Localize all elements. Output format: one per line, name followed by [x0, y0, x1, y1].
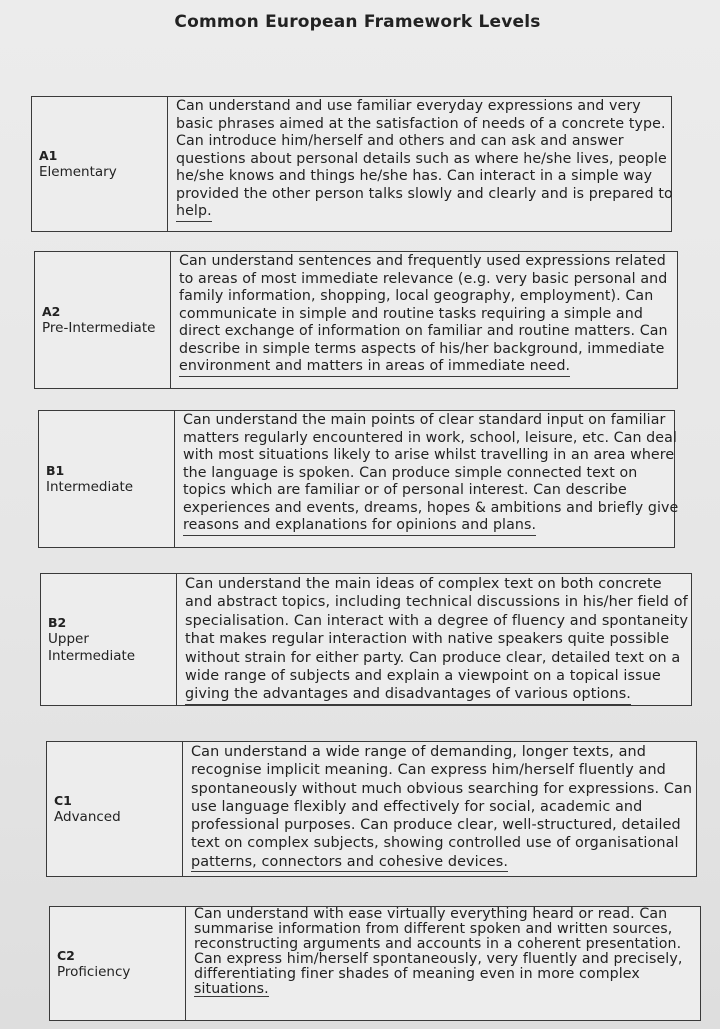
description-line: help. — [176, 203, 212, 222]
description-line: professional purposes. Can produce clear, well-structured, detailed — [191, 817, 681, 834]
description-line: giving the advantages and disadvantages of various options. — [185, 685, 631, 704]
description-line: differentiating finer shades of meaning even in more complex — [194, 965, 640, 982]
description-line: spontaneously without much obvious searching for expressions. Can — [191, 780, 693, 797]
description-line: that makes regular interaction with native speakers quite possible — [185, 631, 670, 648]
description-line: without strain for either party. Can produce clear, detailed text on a — [185, 649, 681, 666]
level-name: Proficiency — [57, 963, 131, 980]
level-table-b2 — [40, 573, 692, 706]
level-name: Intermediate — [46, 479, 134, 495]
level-code: C1 — [54, 793, 72, 808]
level-name: Pre-Intermediate — [42, 320, 156, 336]
level-table-b1 — [38, 410, 679, 548]
description-line: matters regularly encountered in work, school, leisure, etc. Can deal — [183, 429, 677, 446]
description-line: Can understand the main points of clear standard input on familiar — [183, 412, 666, 428]
level-label-cell — [47, 742, 183, 876]
description-line: questions about personal details such as where he/she lives, people — [176, 150, 667, 167]
description-line: with most situations likely to arise whilst travelling in an area where — [183, 447, 675, 463]
description-line: to areas of most immediate relevance (e.g. very basic personal and — [179, 270, 668, 287]
page-title: Common European Framework Levels — [174, 12, 541, 32]
level-label-cell — [32, 97, 168, 231]
level-description-cell — [177, 574, 692, 705]
level-code: C2 — [57, 947, 75, 963]
level-name: Upper — [48, 631, 89, 647]
description-line: family information, shopping, local geography, employment). Can — [179, 288, 654, 304]
description-line: provided the other person talks slowly and clearly and is prepared to — [176, 185, 673, 202]
description-line: recognise implicit meaning. Can express him/herself fluently and — [191, 762, 666, 779]
level-code: B1 — [46, 463, 65, 478]
level-table-c2 — [49, 906, 701, 1021]
level-label-cell — [50, 907, 186, 1020]
level-name: Intermediate — [48, 648, 136, 664]
level-label-cell — [39, 411, 175, 547]
level-description-cell — [183, 742, 696, 876]
level-label-cell — [35, 252, 171, 388]
level-code: A2 — [42, 304, 61, 319]
level-name: Elementary — [39, 164, 117, 180]
description-line: patterns, connectors and cohesive devices. — [191, 853, 508, 872]
description-line: experiences and events, dreams, hopes & ambitions and briefly give — [183, 499, 679, 516]
level-table-a2 — [34, 251, 678, 389]
description-line: wide range of subjects and explain a viewpoint on a topical issue — [185, 668, 661, 685]
level-label-cell — [41, 574, 177, 705]
level-description-cell — [186, 907, 700, 1020]
level-description-cell — [175, 411, 682, 547]
description-line: Can understand the main ideas of complex text on both concrete — [185, 576, 662, 592]
description-line: Can understand sentences and frequently used expressions related — [179, 253, 666, 269]
description-line: environment and matters in areas of immediate need. — [179, 358, 570, 377]
description-line: and abstract topics, including technical discussions in his/her field of — [185, 594, 688, 611]
description-line: Can express him/herself spontaneously, very fluently and precisely, — [194, 950, 683, 967]
level-name: Advanced — [54, 809, 121, 825]
description-line: text on complex subjects, showing controlled use of organisational — [191, 835, 679, 852]
description-line: he/she knows and things he/she has. Can interact in a simple way — [176, 168, 653, 184]
description-line: Can introduce him/herself and others and can ask and answer — [176, 133, 624, 149]
description-line: communicate in simple and routine tasks requiring a simple and — [179, 305, 643, 322]
description-line: basic phrases aimed at the satisfaction of needs of a concrete type. — [176, 115, 666, 132]
description-line: Can understand and use familiar everyday expressions and very — [176, 98, 641, 114]
description-line: direct exchange of information on familiar and routine matters. Can — [179, 323, 668, 339]
level-description-cell — [171, 252, 677, 388]
description-line: reasons and explanations for opinions and plans. — [183, 517, 536, 536]
description-line: the language is spoken. Can produce simple connected text on — [183, 464, 638, 481]
level-code: B2 — [48, 615, 67, 630]
description-line: specialisation. Can interact with a degree of fluency and spontaneity — [185, 612, 689, 629]
description-line: use language flexibly and effectively for social, academic and — [191, 798, 643, 815]
description-line: Can understand with ease virtually everything heard or read. Can — [194, 906, 668, 922]
description-line: Can understand a wide range of demanding, longer texts, and — [191, 744, 646, 760]
level-table-c1 — [46, 741, 697, 877]
description-line: situations. — [194, 980, 269, 997]
description-line: summarise information from different spoken and written sources, — [194, 920, 673, 937]
description-line: topics which are familiar or of personal interest. Can describe — [183, 482, 627, 498]
description-line: describe in simple terms aspects of his/her background, immediate — [179, 340, 665, 357]
level-code: A1 — [39, 148, 58, 163]
description-line: reconstructing arguments and accounts in a coherent presentation. — [194, 935, 682, 952]
level-table-a1 — [31, 96, 672, 232]
level-description-cell — [168, 97, 677, 231]
